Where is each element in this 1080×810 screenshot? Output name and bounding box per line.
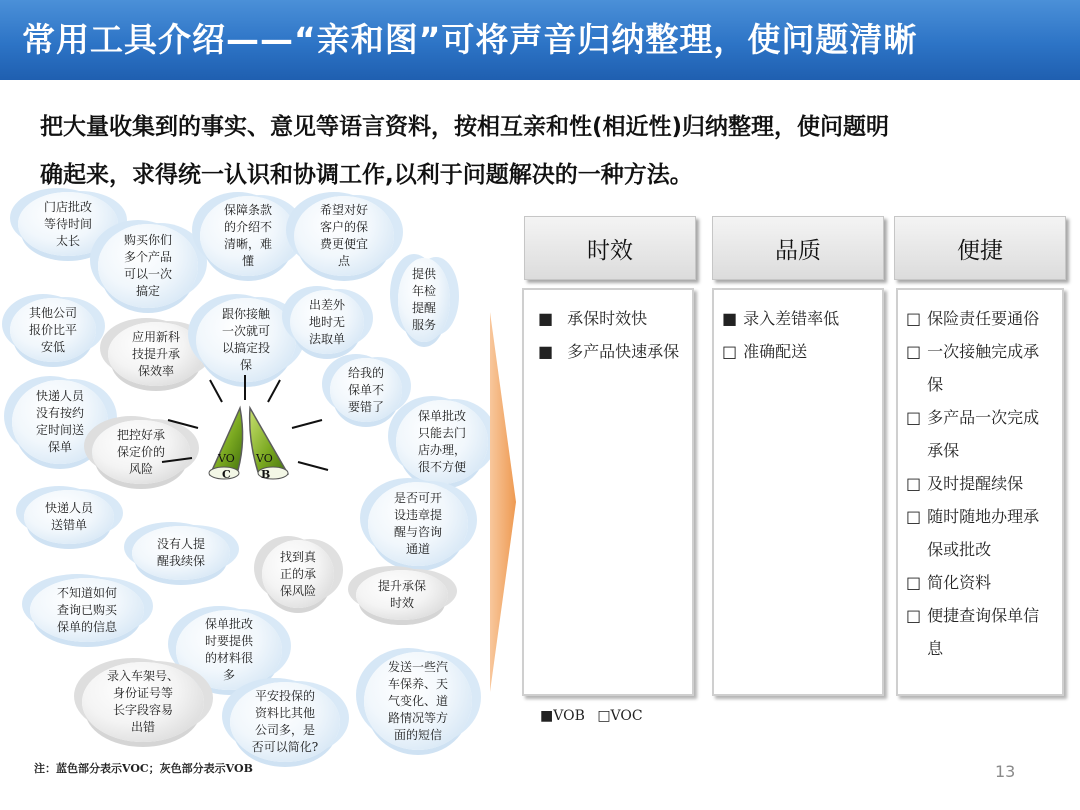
voice-cloud-text: 不知道如何 查询已购买 保单的信息 [56, 585, 117, 634]
column-item [906, 335, 1054, 401]
column-item-text: 保险责任要通俗 [927, 309, 1040, 328]
column-header-timeliness: 时效 [524, 216, 696, 280]
voice-cloud-text: 购买你们 多个产品 可以一次 搞定 [123, 233, 172, 298]
column-item-text: 多产品一次完成承保 [927, 408, 1040, 460]
voice-cloud-text: 提升承保 时效 [377, 579, 426, 610]
footnote: 注：蓝色部分表示VOC；灰色部分表示VOB [34, 762, 253, 775]
legend [540, 708, 643, 724]
empty-square-icon: □ [906, 606, 922, 625]
column-item-text: 一次接触完成承保 [927, 342, 1040, 394]
column-item [722, 335, 874, 368]
voice-cloud-text: 给我的 保单不 要错了 [347, 365, 384, 414]
column-item [722, 302, 874, 335]
filled-square-icon: ■ [538, 309, 554, 328]
voice-cloud-16 [132, 526, 230, 580]
voice-cloud-14 [24, 490, 114, 544]
filled-square-icon: ■ [538, 342, 554, 361]
column-item-text: 录入差错率低 [743, 309, 840, 328]
voice-cloud-15 [368, 482, 468, 566]
title-banner [0, 0, 1080, 80]
voice-cloud-text: 是否可开 设违章提 醒与咨询 通道 [393, 491, 442, 556]
column-item-text: 随时随地办理承保或批改 [927, 507, 1040, 559]
voice-cloud-text: 希望对好 客户的保 费更便宜 点 [319, 203, 368, 268]
column-header-quality: 品质 [712, 216, 884, 280]
column-header-convenience: 便捷 [894, 216, 1066, 280]
voice-cloud-6 [10, 298, 96, 362]
voice-cloud-text: 快递人员 没有按约 定时间送 保单 [35, 389, 84, 454]
voice-cloud-text: 快递人员 送错单 [44, 501, 93, 532]
vob-sub-label: B [261, 468, 271, 481]
voice-cloud-text: 录入车架号、 身份证号等 长字段容易 出错 [106, 669, 179, 734]
empty-square-icon: □ [722, 342, 738, 361]
column-body-quality [712, 288, 884, 696]
intro-line-1: 把大量收集到的事实、意见等语言资料，按相互亲和性(相近性)归纳整理，使问题明 [40, 114, 890, 140]
voice-cloud-9 [290, 290, 364, 354]
column-item [906, 500, 1054, 566]
empty-square-icon: □ [906, 342, 922, 361]
empty-square-icon: □ [906, 573, 922, 592]
column-item-text: 多产品快速承保 [567, 342, 680, 361]
intro-paragraph [40, 103, 1050, 199]
voice-cloud-text: 门店批改 等待时间 太长 [43, 199, 92, 248]
column-item-text: 承保时效快 [567, 309, 648, 328]
voice-cloud-10 [330, 358, 402, 422]
voc-vob-figure [150, 370, 340, 490]
column-item [906, 566, 1054, 599]
empty-square-icon: □ [906, 474, 922, 493]
voice-cloud-text: 保单批改 只能去门 店办理， 很不方便 [417, 409, 466, 474]
empty-square-icon: □ [906, 408, 922, 427]
column-item [906, 467, 1054, 500]
voice-cloud-text: 应用新科 技提升承 保效率 [131, 329, 180, 378]
voice-cloud-22 [230, 682, 340, 762]
voice-cloud-text: 把控好承 保定价的 风险 [116, 427, 165, 476]
voice-cloud-4 [294, 196, 394, 276]
legend-vob: ■VOB [540, 708, 585, 724]
filled-square-icon: ■ [722, 309, 738, 328]
voc-label: VO [218, 452, 235, 465]
voice-cloud-17 [262, 540, 334, 608]
column-item-text: 准确配送 [743, 342, 808, 361]
voice-cloud-text: 找到真 正的承 保风险 [279, 549, 316, 598]
intro-line-2: 确起来，求得统一认识和协调工作,以利于问题解决的一种方法。 [40, 162, 693, 188]
voice-cloud-text: 保单批改 时要提供 的材料很 多 [204, 617, 253, 682]
voice-cloud-text: 没有人提 醒我续保 [156, 537, 205, 568]
column-item [906, 302, 1054, 335]
legend-voc: □VOC [597, 708, 643, 724]
column-item-text: 及时提醒续保 [927, 474, 1024, 493]
voice-cloud-18 [356, 570, 448, 620]
voice-cloud-13 [396, 400, 488, 484]
voice-cloud-text: 跟你接触 一次就可 以搞定投 保 [221, 307, 270, 372]
voice-cloud-text: 发送一些汽 车保养、天 气变化、道 路情况等方 面的短信 [387, 659, 448, 742]
column-item [538, 335, 684, 368]
voice-cloud-5 [398, 258, 450, 342]
voice-cloud-23 [364, 652, 472, 750]
grouping-arrow [488, 312, 518, 692]
voice-cloud-3 [200, 196, 296, 276]
empty-square-icon: □ [906, 507, 922, 526]
voice-cloud-text: 提供 年检 提醒 服务 [411, 267, 436, 332]
voice-cloud-text: 保障条款 的介绍不 清晰，难 懂 [223, 203, 272, 268]
voice-cloud-text: 出差外 地时无 法取单 [308, 297, 345, 346]
column-item-text: 简化资料 [927, 573, 992, 592]
voice-cloud-19 [30, 578, 144, 642]
column-item [906, 599, 1054, 665]
voice-cloud-text: 其他公司 报价比平 安低 [28, 305, 77, 354]
ray-lines [162, 375, 328, 470]
page-number: 13 [995, 762, 1016, 781]
voc-sub-label: C [222, 468, 231, 481]
column-item [538, 302, 684, 335]
column-item [906, 401, 1054, 467]
slide-title: 常用工具介绍——“亲和图”可将声音归纳整理，使问题清晰 [22, 20, 918, 59]
empty-square-icon: □ [906, 309, 922, 328]
voice-cloud-2 [98, 224, 198, 308]
vob-label: VO [256, 452, 273, 465]
voice-cloud-21 [82, 662, 204, 742]
column-body-convenience [896, 288, 1064, 696]
column-item-text: 便捷查询保单信息 [927, 606, 1040, 658]
voice-cloud-text: 平安投保的 资料比其他 公司多，是 否可以简化? [251, 689, 319, 754]
column-body-timeliness [522, 288, 694, 696]
